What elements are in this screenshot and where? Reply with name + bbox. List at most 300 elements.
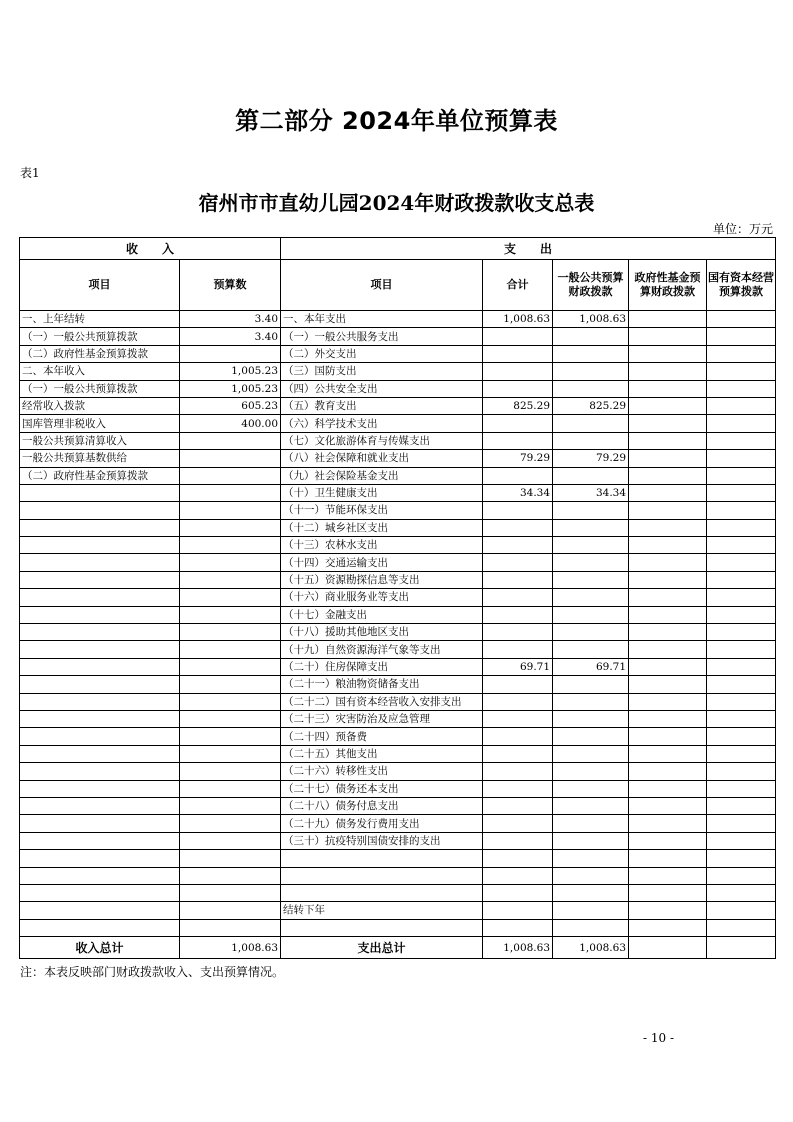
expense-fund-cell bbox=[629, 484, 707, 501]
expense-general-cell bbox=[553, 763, 629, 780]
expense-item-cell: （二十九）债务发行费用支出 bbox=[281, 815, 483, 832]
expense-total-cell bbox=[483, 867, 553, 884]
expense-state-cell bbox=[707, 641, 776, 658]
expense-item-cell: （二十）住房保障支出 bbox=[281, 658, 483, 675]
table-row bbox=[20, 797, 776, 814]
expense-fund-cell bbox=[629, 763, 707, 780]
expense-general-cell bbox=[553, 780, 629, 797]
income-amount-cell bbox=[180, 589, 281, 606]
expense-general-cell bbox=[553, 728, 629, 745]
income-item-cell bbox=[20, 502, 180, 519]
income-item-cell bbox=[20, 589, 180, 606]
income-item-cell bbox=[20, 537, 180, 554]
expense-state-cell bbox=[707, 797, 776, 814]
expense-total-cell bbox=[483, 815, 553, 832]
income-item-cell bbox=[20, 902, 180, 919]
income-item-cell bbox=[20, 554, 180, 571]
expense-item-cell bbox=[281, 919, 483, 936]
expense-total-cell bbox=[483, 571, 553, 588]
expense-fund-cell bbox=[629, 380, 707, 397]
expense-state-cell bbox=[707, 919, 776, 936]
expense-fund-cell bbox=[629, 450, 707, 467]
totals-row bbox=[20, 937, 776, 959]
expense-total-cell bbox=[483, 502, 553, 519]
expense-state-cell bbox=[707, 554, 776, 571]
income-amount-cell bbox=[180, 519, 281, 536]
expense-item-cell: （二十二）国有资本经营收入安排支出 bbox=[281, 693, 483, 710]
expense-item-cell: （二十六）转移性支出 bbox=[281, 763, 483, 780]
expense-fund-cell bbox=[629, 676, 707, 693]
table-row bbox=[20, 658, 776, 675]
income-item-cell: 一般公共预算基数供给 bbox=[20, 450, 180, 467]
col-header-general: 一般公共预算财政拨款 bbox=[553, 260, 629, 311]
expense-total-label: 支出总计 bbox=[281, 937, 483, 959]
expense-fund-cell bbox=[629, 502, 707, 519]
expense-general-cell bbox=[553, 537, 629, 554]
expense-state-cell bbox=[707, 624, 776, 641]
expense-state-cell bbox=[707, 710, 776, 727]
expense-state-cell bbox=[707, 380, 776, 397]
income-item-cell bbox=[20, 519, 180, 536]
income-item-cell: 一、上年结转 bbox=[20, 311, 180, 328]
income-item-cell: 一般公共预算清算收入 bbox=[20, 432, 180, 449]
income-item-cell bbox=[20, 850, 180, 867]
expense-state-cell bbox=[707, 728, 776, 745]
expense-general-cell bbox=[553, 571, 629, 588]
table-row bbox=[20, 641, 776, 658]
table-row bbox=[20, 867, 776, 884]
income-item-cell: （二）政府性基金预算拨款 bbox=[20, 345, 180, 362]
income-amount-cell bbox=[180, 432, 281, 449]
expense-general-cell bbox=[553, 363, 629, 380]
table-row bbox=[20, 884, 776, 901]
table-row bbox=[20, 606, 776, 623]
table-row bbox=[20, 467, 776, 484]
table-row bbox=[20, 815, 776, 832]
expense-total-cell bbox=[483, 797, 553, 814]
table-number: 表1 bbox=[20, 166, 40, 180]
unit-label: 单位：万元 bbox=[712, 222, 773, 236]
income-amount-cell: 3.40 bbox=[180, 311, 281, 328]
table-row bbox=[20, 502, 776, 519]
expense-total-cell bbox=[483, 728, 553, 745]
expense-fund-cell bbox=[629, 467, 707, 484]
table-row bbox=[20, 311, 776, 328]
expense-state-cell bbox=[707, 432, 776, 449]
expense-total-cell bbox=[483, 380, 553, 397]
income-amount-cell bbox=[180, 884, 281, 901]
expense-total-general: 1,008.63 bbox=[553, 937, 629, 959]
expense-item-cell: 结转下年 bbox=[281, 902, 483, 919]
table-row bbox=[20, 902, 776, 919]
income-amount-cell bbox=[180, 467, 281, 484]
expense-fund-cell bbox=[629, 850, 707, 867]
table-row bbox=[20, 328, 776, 345]
income-item-cell bbox=[20, 658, 180, 675]
income-item-cell bbox=[20, 676, 180, 693]
expense-item-cell: （十八）援助其他地区支出 bbox=[281, 624, 483, 641]
expense-item-cell: （十四）交通运输支出 bbox=[281, 554, 483, 571]
expense-state-cell bbox=[707, 363, 776, 380]
expense-general-cell bbox=[553, 328, 629, 345]
expense-general-cell bbox=[553, 345, 629, 362]
expense-general-cell: 825.29 bbox=[553, 397, 629, 414]
table-row bbox=[20, 693, 776, 710]
expense-fund-cell bbox=[629, 328, 707, 345]
expense-item-cell: （二）外交支出 bbox=[281, 345, 483, 362]
expense-general-cell bbox=[553, 502, 629, 519]
expense-item-cell: （二十五）其他支出 bbox=[281, 745, 483, 762]
income-item-cell bbox=[20, 780, 180, 797]
expense-general-cell bbox=[553, 815, 629, 832]
expense-state-cell bbox=[707, 763, 776, 780]
expense-state-cell bbox=[707, 658, 776, 675]
expense-item-cell: （二十四）预备费 bbox=[281, 728, 483, 745]
income-item-cell: （二）政府性基金预算拨款 bbox=[20, 467, 180, 484]
page-number: - 10 - bbox=[642, 1031, 674, 1045]
expense-general-cell: 34.34 bbox=[553, 484, 629, 501]
income-amount-cell bbox=[180, 850, 281, 867]
expense-fund-cell bbox=[629, 432, 707, 449]
expense-state-cell bbox=[707, 815, 776, 832]
income-item-cell bbox=[20, 867, 180, 884]
income-item-cell bbox=[20, 641, 180, 658]
expense-state-cell bbox=[707, 415, 776, 432]
expense-state-cell bbox=[707, 902, 776, 919]
income-amount-cell bbox=[180, 902, 281, 919]
income-amount-cell bbox=[180, 919, 281, 936]
expense-item-cell: （二十三）灾害防治及应急管理 bbox=[281, 710, 483, 727]
table-row bbox=[20, 519, 776, 536]
expense-total-cell bbox=[483, 519, 553, 536]
expense-general-cell bbox=[553, 415, 629, 432]
income-group-header: 收 入 bbox=[20, 238, 281, 260]
income-amount-cell bbox=[180, 797, 281, 814]
income-amount-cell bbox=[180, 693, 281, 710]
expense-fund-cell bbox=[629, 815, 707, 832]
expense-fund-cell bbox=[629, 902, 707, 919]
expense-general-cell bbox=[553, 624, 629, 641]
expense-state-cell bbox=[707, 484, 776, 501]
expense-total-cell bbox=[483, 693, 553, 710]
expense-general-cell bbox=[553, 710, 629, 727]
income-amount-cell bbox=[180, 658, 281, 675]
expense-general-cell bbox=[553, 380, 629, 397]
expense-fund-cell bbox=[629, 345, 707, 362]
table-row bbox=[20, 710, 776, 727]
expense-total-cell bbox=[483, 745, 553, 762]
expense-total-cell bbox=[483, 902, 553, 919]
table-row bbox=[20, 850, 776, 867]
expense-item-cell: （四）公共安全支出 bbox=[281, 380, 483, 397]
expense-fund-cell bbox=[629, 797, 707, 814]
income-item-cell bbox=[20, 797, 180, 814]
expense-item-cell: （十五）资源勘探信息等支出 bbox=[281, 571, 483, 588]
expense-item-cell: （十一）节能环保支出 bbox=[281, 502, 483, 519]
expense-state-cell bbox=[707, 345, 776, 362]
table-row bbox=[20, 589, 776, 606]
income-amount-cell bbox=[180, 450, 281, 467]
table-row bbox=[20, 450, 776, 467]
expense-item-cell: （六）科学技术支出 bbox=[281, 415, 483, 432]
expense-state-cell bbox=[707, 397, 776, 414]
expense-total-cell bbox=[483, 624, 553, 641]
expense-item-cell: （五）教育支出 bbox=[281, 397, 483, 414]
expense-total-cell bbox=[483, 345, 553, 362]
expense-total-cell: 1,008.63 bbox=[483, 311, 553, 328]
expense-item-cell: （二十一）粮油物资储备支出 bbox=[281, 676, 483, 693]
expense-general-cell bbox=[553, 432, 629, 449]
expense-total-cell bbox=[483, 780, 553, 797]
expense-item-cell: （二十八）债务付息支出 bbox=[281, 797, 483, 814]
table-row bbox=[20, 397, 776, 414]
expense-state-cell bbox=[707, 450, 776, 467]
income-item-cell: （一）一般公共预算拨款 bbox=[20, 328, 180, 345]
income-item-cell bbox=[20, 710, 180, 727]
expense-fund-cell bbox=[629, 415, 707, 432]
expense-item-cell: （十）卫生健康支出 bbox=[281, 484, 483, 501]
table-body bbox=[20, 311, 776, 937]
expense-state-cell bbox=[707, 519, 776, 536]
expense-fund-cell bbox=[629, 311, 707, 328]
expense-item-cell: （九）社会保险基金支出 bbox=[281, 467, 483, 484]
expense-total-cell bbox=[483, 554, 553, 571]
expense-total-cell: 34.34 bbox=[483, 484, 553, 501]
expense-general-cell: 1,008.63 bbox=[553, 311, 629, 328]
income-item-cell: （一）一般公共预算拨款 bbox=[20, 380, 180, 397]
expense-general-cell bbox=[553, 589, 629, 606]
col-header-expense-item: 项目 bbox=[281, 260, 483, 311]
expense-item-cell: （七）文化旅游体育与传媒支出 bbox=[281, 432, 483, 449]
expense-fund-cell bbox=[629, 710, 707, 727]
table-row bbox=[20, 624, 776, 641]
expense-total-cell bbox=[483, 589, 553, 606]
col-header-income-item: 项目 bbox=[20, 260, 180, 311]
expense-general-cell bbox=[553, 867, 629, 884]
expense-total-cell bbox=[483, 606, 553, 623]
expense-total-cell bbox=[483, 363, 553, 380]
income-item-cell bbox=[20, 815, 180, 832]
table-row bbox=[20, 484, 776, 501]
col-header-total: 合计 bbox=[483, 260, 553, 311]
expense-item-cell bbox=[281, 867, 483, 884]
expense-fund-cell bbox=[629, 397, 707, 414]
expense-state-cell bbox=[707, 745, 776, 762]
table-row bbox=[20, 728, 776, 745]
income-item-cell bbox=[20, 693, 180, 710]
income-item-cell bbox=[20, 571, 180, 588]
group-header-row bbox=[20, 238, 776, 260]
column-header-row bbox=[20, 260, 776, 311]
expense-fund-cell bbox=[629, 537, 707, 554]
income-item-cell bbox=[20, 728, 180, 745]
table-row bbox=[20, 432, 776, 449]
expense-fund-cell bbox=[629, 780, 707, 797]
expense-total-cell bbox=[483, 467, 553, 484]
expense-general-cell: 69.71 bbox=[553, 658, 629, 675]
income-amount-cell bbox=[180, 554, 281, 571]
expense-general-cell bbox=[553, 745, 629, 762]
income-amount-cell bbox=[180, 502, 281, 519]
expense-total-cell bbox=[483, 432, 553, 449]
expense-state-cell bbox=[707, 571, 776, 588]
table-row bbox=[20, 571, 776, 588]
expense-total-cell bbox=[483, 919, 553, 936]
expense-general-cell: 79.29 bbox=[553, 450, 629, 467]
expense-fund-cell bbox=[629, 606, 707, 623]
income-amount-cell bbox=[180, 763, 281, 780]
income-amount-cell: 605.23 bbox=[180, 397, 281, 414]
expense-item-cell: （十三）农林水支出 bbox=[281, 537, 483, 554]
expense-total-cell bbox=[483, 537, 553, 554]
expense-state-cell bbox=[707, 676, 776, 693]
income-amount-cell bbox=[180, 345, 281, 362]
expense-state-cell bbox=[707, 311, 776, 328]
income-amount-cell bbox=[180, 867, 281, 884]
expense-item-cell: （一）一般公共服务支出 bbox=[281, 328, 483, 345]
expense-fund-cell bbox=[629, 867, 707, 884]
income-amount-cell bbox=[180, 676, 281, 693]
budget-table bbox=[19, 237, 776, 959]
income-item-cell: 经常收入拨款 bbox=[20, 397, 180, 414]
income-amount-cell bbox=[180, 641, 281, 658]
table-note: 注：本表反映部门财政拨款收入、支出预算情况。 bbox=[20, 965, 285, 979]
table-row bbox=[20, 780, 776, 797]
table-row bbox=[20, 832, 776, 849]
expense-item-cell: （十六）商业服务业等支出 bbox=[281, 589, 483, 606]
expense-total-cell: 79.29 bbox=[483, 450, 553, 467]
table-row bbox=[20, 919, 776, 936]
expense-fund-cell bbox=[629, 363, 707, 380]
col-header-fund: 政府性基金预算财政拨款 bbox=[629, 260, 707, 311]
table-row bbox=[20, 380, 776, 397]
expense-state-cell bbox=[707, 467, 776, 484]
expense-fund-cell bbox=[629, 728, 707, 745]
income-amount-cell bbox=[180, 606, 281, 623]
table-row bbox=[20, 745, 776, 762]
income-item-cell: 二、本年收入 bbox=[20, 363, 180, 380]
expense-fund-cell bbox=[629, 589, 707, 606]
income-amount-cell bbox=[180, 537, 281, 554]
expense-fund-cell bbox=[629, 884, 707, 901]
expense-general-cell bbox=[553, 919, 629, 936]
expense-general-cell bbox=[553, 797, 629, 814]
expense-state-cell bbox=[707, 537, 776, 554]
expense-fund-cell bbox=[629, 658, 707, 675]
expense-total-fund bbox=[629, 937, 707, 959]
expense-total-cell bbox=[483, 415, 553, 432]
income-item-cell bbox=[20, 919, 180, 936]
expense-total-cell bbox=[483, 832, 553, 849]
income-amount-cell bbox=[180, 780, 281, 797]
section-title: 第二部分 2024年单位预算表 bbox=[235, 107, 558, 135]
table-row bbox=[20, 763, 776, 780]
col-header-income-amount: 预算数 bbox=[180, 260, 281, 311]
expense-fund-cell bbox=[629, 554, 707, 571]
expense-general-cell bbox=[553, 641, 629, 658]
expense-general-cell bbox=[553, 884, 629, 901]
col-header-state: 国有资本经营预算拨款 bbox=[707, 260, 776, 311]
table-row bbox=[20, 345, 776, 362]
expense-total-total: 1,008.63 bbox=[483, 937, 553, 959]
expense-state-cell bbox=[707, 832, 776, 849]
expense-general-cell bbox=[553, 693, 629, 710]
expense-group-header: 支 出 bbox=[281, 238, 776, 260]
income-amount-cell: 1,005.23 bbox=[180, 363, 281, 380]
income-amount-cell bbox=[180, 624, 281, 641]
income-amount-cell bbox=[180, 484, 281, 501]
income-amount-cell bbox=[180, 728, 281, 745]
expense-state-cell bbox=[707, 589, 776, 606]
table-row bbox=[20, 554, 776, 571]
expense-fund-cell bbox=[629, 693, 707, 710]
expense-general-cell bbox=[553, 850, 629, 867]
expense-general-cell bbox=[553, 902, 629, 919]
expense-fund-cell bbox=[629, 745, 707, 762]
expense-item-cell bbox=[281, 850, 483, 867]
expense-fund-cell bbox=[629, 624, 707, 641]
expense-total-cell bbox=[483, 641, 553, 658]
income-item-cell bbox=[20, 884, 180, 901]
expense-total-cell: 825.29 bbox=[483, 397, 553, 414]
income-item-cell bbox=[20, 606, 180, 623]
expense-state-cell bbox=[707, 693, 776, 710]
expense-item-cell: （十二）城乡社区支出 bbox=[281, 519, 483, 536]
expense-item-cell: （三十）抗疫特别国债安排的支出 bbox=[281, 832, 483, 849]
expense-fund-cell bbox=[629, 519, 707, 536]
expense-state-cell bbox=[707, 867, 776, 884]
income-amount-cell bbox=[180, 571, 281, 588]
expense-general-cell bbox=[553, 606, 629, 623]
income-amount-cell: 400.00 bbox=[180, 415, 281, 432]
income-item-cell bbox=[20, 832, 180, 849]
expense-state-cell bbox=[707, 884, 776, 901]
expense-fund-cell bbox=[629, 571, 707, 588]
expense-general-cell bbox=[553, 554, 629, 571]
expense-item-cell: （二十七）债务还本支出 bbox=[281, 780, 483, 797]
table-title: 宿州市市直幼儿园2024年财政拨款收支总表 bbox=[198, 191, 595, 215]
income-item-cell bbox=[20, 745, 180, 762]
expense-total-cell bbox=[483, 884, 553, 901]
income-item-cell: 国库管理非税收入 bbox=[20, 415, 180, 432]
expense-state-cell bbox=[707, 502, 776, 519]
expense-state-cell bbox=[707, 606, 776, 623]
expense-general-cell bbox=[553, 832, 629, 849]
income-item-cell bbox=[20, 763, 180, 780]
table-row bbox=[20, 415, 776, 432]
expense-item-cell bbox=[281, 884, 483, 901]
expense-total-cell: 69.71 bbox=[483, 658, 553, 675]
table-row bbox=[20, 363, 776, 380]
expense-fund-cell bbox=[629, 919, 707, 936]
expense-total-cell bbox=[483, 328, 553, 345]
income-item-cell bbox=[20, 624, 180, 641]
expense-state-cell bbox=[707, 328, 776, 345]
expense-general-cell bbox=[553, 676, 629, 693]
expense-total-cell bbox=[483, 763, 553, 780]
expense-fund-cell bbox=[629, 832, 707, 849]
income-amount-cell bbox=[180, 815, 281, 832]
expense-total-cell bbox=[483, 850, 553, 867]
table-row bbox=[20, 676, 776, 693]
expense-item-cell: （三）国防支出 bbox=[281, 363, 483, 380]
expense-total-cell bbox=[483, 676, 553, 693]
income-amount-cell bbox=[180, 710, 281, 727]
expense-item-cell: （十九）自然资源海洋气象等支出 bbox=[281, 641, 483, 658]
expense-total-cell bbox=[483, 710, 553, 727]
income-amount-cell: 3.40 bbox=[180, 328, 281, 345]
income-item-cell bbox=[20, 484, 180, 501]
